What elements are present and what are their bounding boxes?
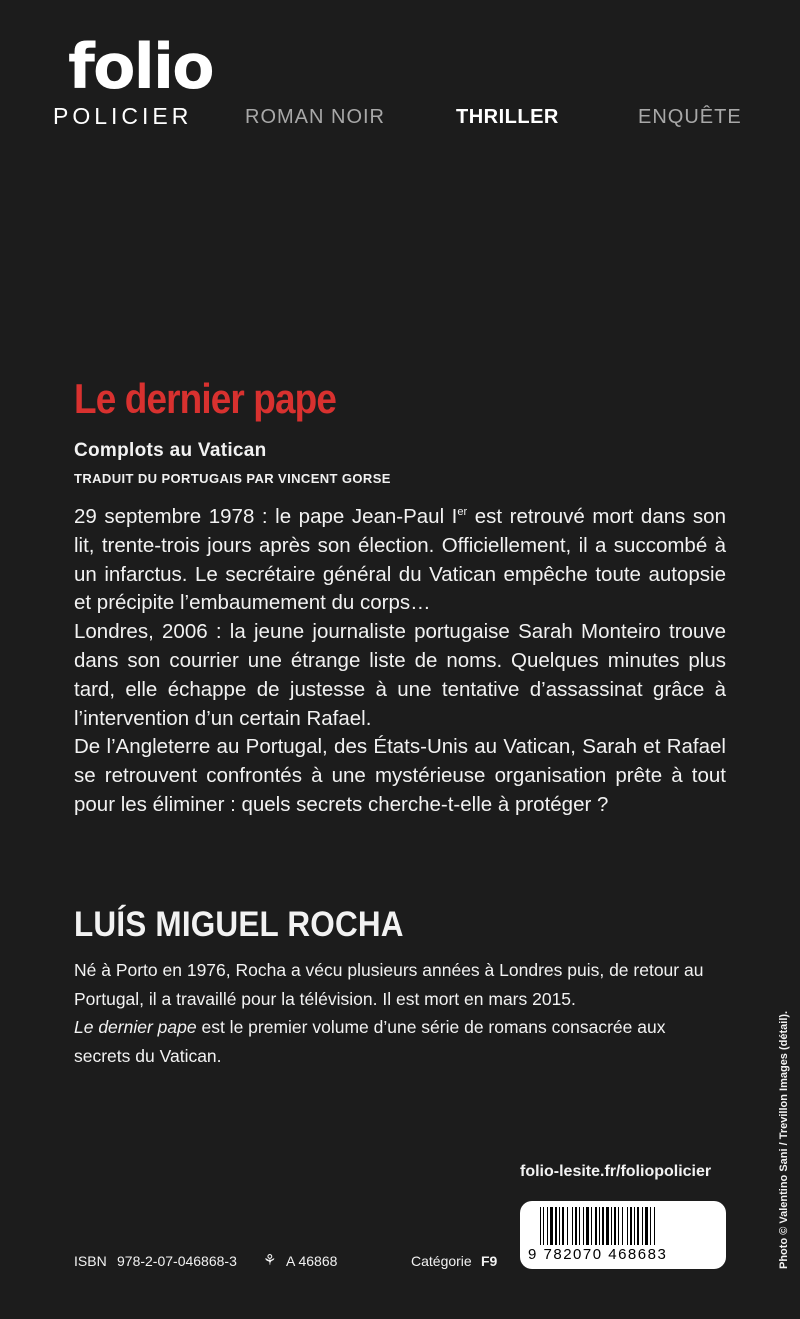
genre-enquete: ENQUÊTE bbox=[638, 106, 742, 128]
book-title: Le dernier pape bbox=[74, 375, 337, 422]
genre-thriller-active: THRILLER bbox=[456, 106, 559, 128]
collection-name: POLICIER bbox=[53, 103, 193, 129]
isbn-label: ISBN bbox=[74, 1253, 107, 1269]
book-mark-icon: ⚘ bbox=[263, 1252, 277, 1269]
translator-credit: TRADUIT DU PORTUGAIS PAR VINCENT GORSE bbox=[74, 471, 391, 486]
website-link[interactable]: folio-lesite.fr/foliopolicier bbox=[520, 1163, 712, 1180]
barcode-digits: 9 782070 468683 bbox=[528, 1246, 668, 1263]
product-code: A 46868 bbox=[286, 1253, 338, 1269]
category-value: F9 bbox=[481, 1253, 498, 1269]
barcode bbox=[520, 1201, 726, 1269]
book-title-italic: Le dernier pape bbox=[74, 1017, 197, 1037]
synopsis-paragraph-2: Londres, 2006 : la jeune journaliste portugaise Sarah Monteiro trouve dans son courrier une étrange liste de noms. Quelques minutes plus tard, elle échappe de justesse à une tentative d’assassinat grâce à l’intervention d’un certain Rafael. bbox=[74, 620, 726, 730]
synopsis-paragraph-1: 29 septembre 1978 : le pape Jean-Paul Ier est retrouvé mort dans son lit, trente-trois jours après son élection. Officiellement, il a succombé à un infarctus. Le secrétaire général du Vatican empêche toute autopsie et précipite l’embaumement du corps… bbox=[74, 505, 726, 615]
book-subtitle: Complots au Vatican bbox=[74, 440, 267, 461]
synopsis-paragraph-3: De l’Angleterre au Portugal, des États-Unis au Vatican, Sarah et Rafael se retrouvent confrontés à une mystérieuse organisation prête à tout pour les éliminer : quels secrets cherche-t-elle à protéger ? bbox=[74, 735, 726, 816]
author-bio-paragraph-2: Le dernier pape est le premier volume d’une série de romans consacrée aux secrets du Vatican. bbox=[74, 1017, 666, 1066]
author-bio-paragraph-1: Né à Porto en 1976, Rocha a vécu plusieurs années à Londres puis, de retour au Portugal, il a travaillé pour la télévision. Il est mort en mars 2015. bbox=[74, 960, 704, 1009]
author-name: LUÍS MIGUEL ROCHA bbox=[74, 905, 404, 944]
photo-credit: Photo © Valentino Sani / Trevillon Images (détail). bbox=[778, 1010, 790, 1269]
isbn-value: 978-2-07-046868-3 bbox=[117, 1253, 237, 1269]
folio-logo: folio bbox=[68, 30, 213, 103]
superscript-er: er bbox=[457, 506, 468, 518]
author-bio bbox=[74, 956, 726, 1070]
category-label: Catégorie bbox=[411, 1253, 472, 1269]
genre-roman-noir: ROMAN NOIR bbox=[245, 106, 385, 128]
synopsis bbox=[74, 498, 726, 820]
